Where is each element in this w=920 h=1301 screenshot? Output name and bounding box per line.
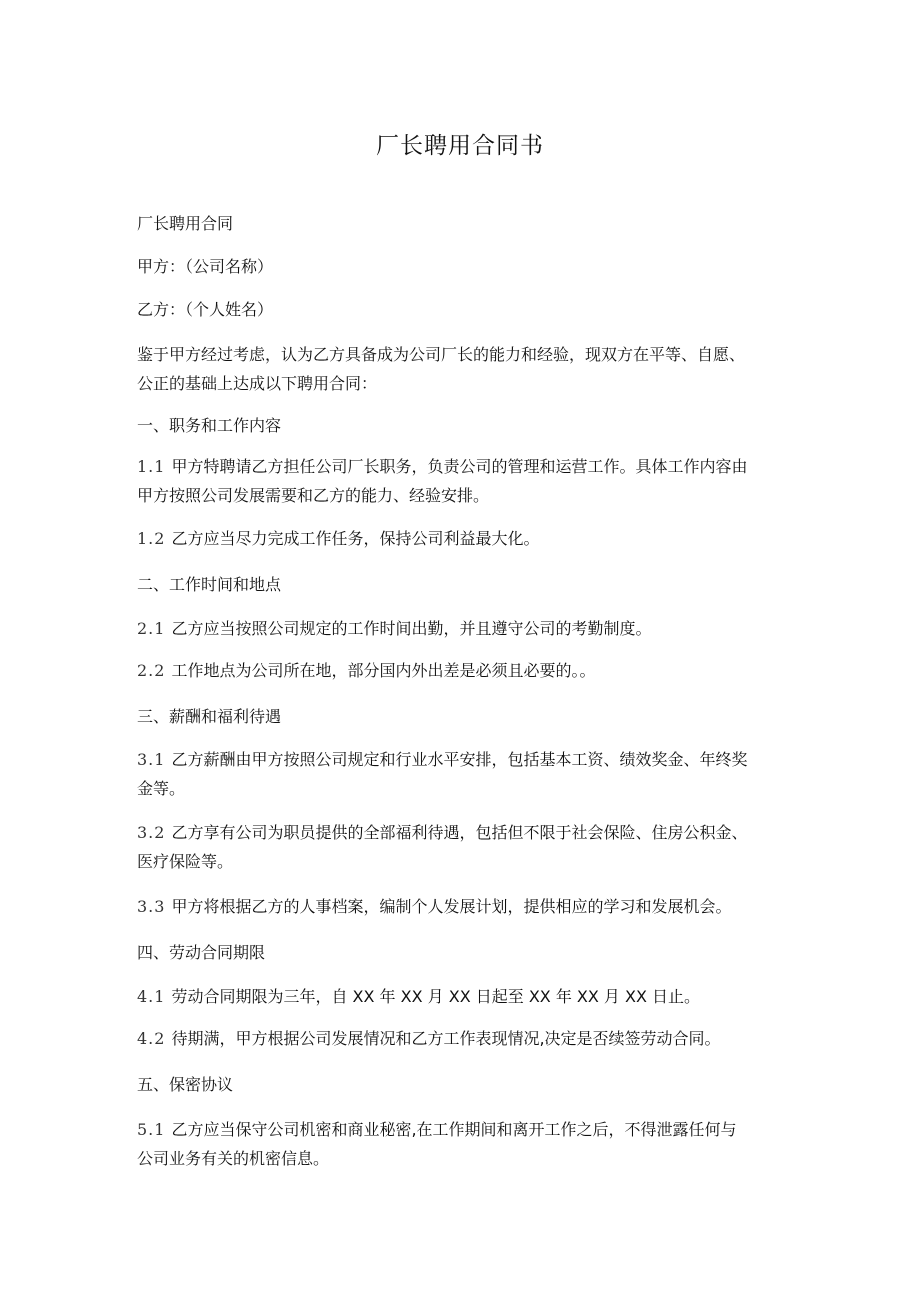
clause-number: 4.1 — [137, 987, 166, 1006]
clause-4-1 — [137, 983, 797, 1011]
party-b: 乙方：（个人姓名） — [137, 300, 274, 319]
section-heading-2: 二、工作时间和地点 — [137, 575, 282, 594]
clause-5-1-line-1 — [137, 1116, 797, 1144]
clause-text: 乙方享有公司为职员提供的全部福利待遇，包括但不限于社会保险、住房公积金、 — [171, 823, 748, 842]
clause-4-2 — [137, 1025, 797, 1053]
clause-1-1-line-1 — [137, 453, 797, 481]
clause-text: 甲方特聘请乙方担任公司厂长职务，负责公司的管理和运营工作。具体工作内容由 — [171, 457, 748, 476]
section-heading-5: 五、保密协议 — [137, 1075, 234, 1094]
party-a: 甲方：（公司名称） — [137, 257, 274, 276]
section-heading-3: 三、薪酬和福利待遇 — [137, 707, 282, 726]
clause-number: 3.1 — [137, 750, 166, 769]
document-title: 厂长聘用合同书 — [376, 133, 544, 159]
clause-5-1-line-2: 公司业务有关的机密信息。 — [137, 1149, 330, 1168]
clause-text: 乙方应当保守公司机密和商业秘密,在工作期间和离开工作之后，不得泄露任何与 — [171, 1120, 737, 1139]
clause-2-1 — [137, 615, 797, 643]
clause-3-2-line-1 — [137, 819, 797, 847]
preamble-line-1: 鉴于甲方经过考虑，认为乙方具备成为公司厂长的能力和经验，现双方在平等、自愿、 — [137, 345, 746, 364]
clause-number: 1.1 — [137, 457, 166, 476]
section-heading-4: 四、劳动合同期限 — [137, 943, 266, 962]
clause-number: 1.2 — [137, 529, 166, 548]
clause-number: 2.1 — [137, 619, 166, 638]
clause-3-1-line-2: 金等。 — [137, 779, 186, 798]
clause-1-1-line-2: 甲方按照公司发展需要和乙方的能力、经验安排。 — [137, 486, 490, 505]
clause-3-2-line-2: 医疗保险等。 — [137, 852, 234, 871]
clause-number: 5.1 — [137, 1120, 166, 1139]
clause-text: 待期满，甲方根据公司发展情况和乙方工作表现情况,决定是否续签劳动合同。 — [171, 1029, 721, 1048]
contract-subtitle: 厂长聘用合同 — [137, 214, 234, 233]
clause-3-3 — [137, 893, 797, 921]
clause-text: 乙方薪酬由甲方按照公司规定和行业水平安排，包括基本工资、绩效奖金、年终奖 — [171, 750, 748, 769]
section-heading-1: 一、职务和工作内容 — [137, 416, 282, 435]
clause-number: 3.2 — [137, 823, 166, 842]
clause-text: 甲方将根据乙方的人事档案，编制个人发展计划，提供相应的学习和发展机会。 — [171, 897, 732, 916]
clause-number: 3.3 — [137, 897, 166, 916]
preamble-line-2: 公正的基础上达成以下聘用合同： — [137, 374, 378, 393]
clause-1-2 — [137, 525, 797, 553]
clause-3-1-line-1 — [137, 746, 797, 774]
clause-text: 劳动合同期限为三年，自 XX 年 XX 月 XX 日起至 XX 年 XX 月 XX 日止。 — [171, 987, 701, 1006]
clause-number: 4.2 — [137, 1029, 166, 1048]
clause-text: 工作地点为公司所在地，部分国内外出差是必须且必要的。。 — [171, 661, 596, 680]
clause-2-2 — [137, 657, 797, 685]
clause-text: 乙方应当尽力完成工作任务，保持公司利益最大化。 — [171, 529, 540, 548]
clause-number: 2.2 — [137, 661, 166, 680]
clause-text: 乙方应当按照公司规定的工作时间出勤，并且遵守公司的考勤制度。 — [171, 619, 652, 638]
